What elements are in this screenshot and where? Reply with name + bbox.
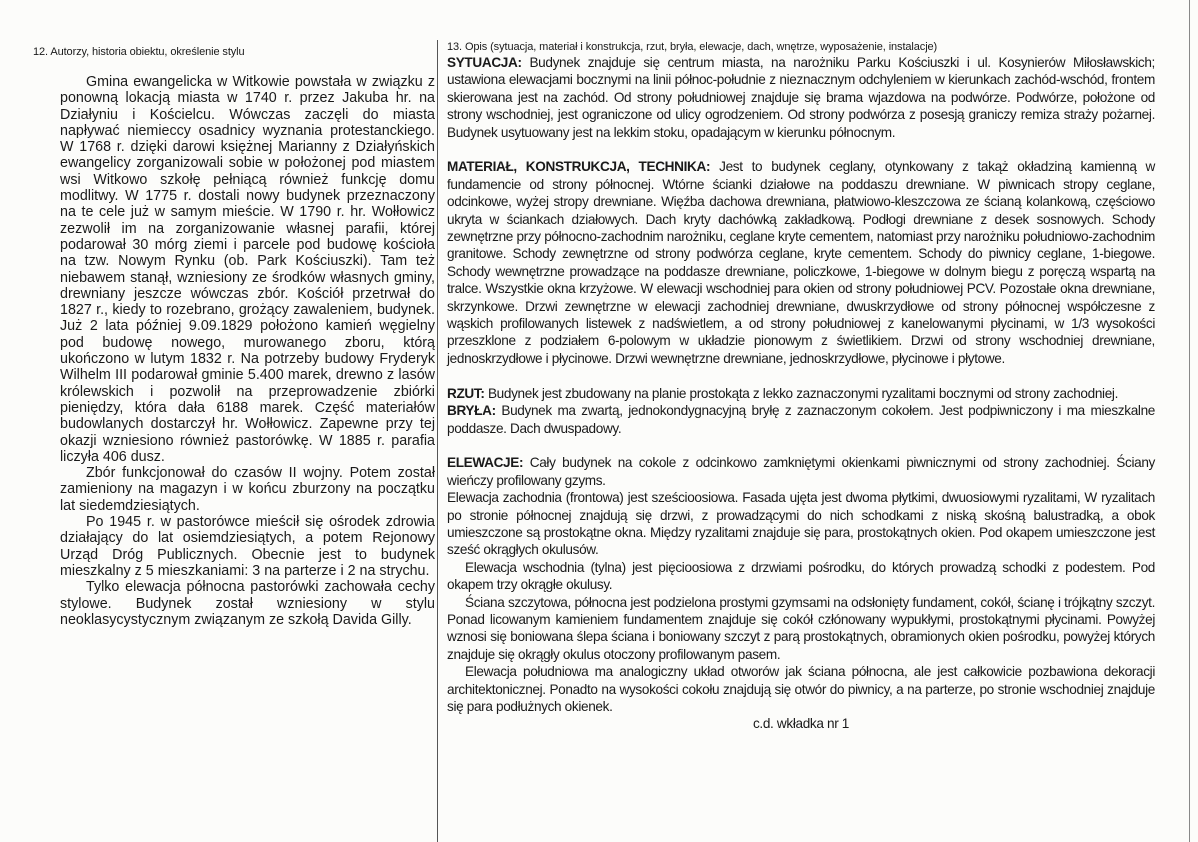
history-paragraph: Gmina ewangelicka w Witkowie powstała w związku z ponowną lokacją miasta w 1740 r. przez Jakuba hr. na Działyniu i Kościelcu. Wówczas zaczęli do miasta napływać niemieccy osadnicy wyznania protestanckiego. W 1768 r. dzięki darowi księżnej Marianny z Działyńskich ewangelicy zorganizowali sobie w położonej pod miastem wsi Witkowo szkołę pełniącą również funkcję domu modlitwy. W 1775 r. dostali nowy budynek przeznaczony na te cele już w samym mieście. W 1790 r. hr. Wołłowicz zezwolił im na zorganizowanie własnej parafii, której podarował 30 mórg ziemi i parcele pod budowę kościoła na tzw. Nowym Rynku (ob. Park Kościuszki). Tam też niebawem stanął, wzniesiony ze środków własnych gminy, drewniany jeszcze wówczas zbór. Kościół przetrwał do 1827 r., kiedy to rozebrano, grożący zawaleniem, budynek. Już 2 lata później 9.09.1829 położono kamień węgielny pod budowę nowego, murowanego zboru, którą ukończono w lutym 1832 r. Na potrzeby budowy Fryderyk Wilhelm III podarował gminie 5.400 marek, drewno z lasów królewskich i pozwolił na przeprowadzenie zbiórki pieniędzy, która dała 6188 marek. Część materiałów budowlanych dostarczył hr. Wołłowicz. Zapewne przy tej okazji wzniesiono również pastorówkę. W 1885 r. parafia liczyła 406 dusz. bbox=[60, 74, 435, 465]
elewacje-paragraph: Elewacja zachodnia (frontowa) jest sześcioosiowa. Fasada ujęta jest dwoma płytkimi, dwuosiowymi ryzalitami, W ryzalitach po stronie północnej znajdują się drzwi, z prowadzącymi do nich schodkami z niską skośną balustradką, a obok umieszczone są prostokątne okna. Między ryzalitami znajduje się para, prostokątnych okien. Pod okapem umieszczone jest sześć okrągłych okulusów. bbox=[447, 490, 1155, 558]
elewacje-label: ELEWACJE: bbox=[447, 455, 524, 471]
history-column bbox=[60, 74, 435, 628]
history-paragraph: Zbór funkcjonował do czasów II wojny. Potem został zamieniony na magazyn i w końcu zburzony na początku lat siedemdziesiątych. bbox=[60, 465, 435, 514]
section-13-heading: 13. Opis (sytuacja, materiał i konstrukcja, rzut, bryła, elewacje, dach, wnętrze, wyposażenie, instalacje) bbox=[447, 41, 938, 53]
elewacje-text: Cały budynek na cokole z odcinkowo zamkniętymi okienkami piwnicznymi od strony zachodniej. Ściany wieńczy profilowany gzyms. bbox=[447, 455, 1155, 488]
sytuacja-section bbox=[447, 54, 1155, 141]
material-label: MATERIAŁ, KONSTRUKCJA, TECHNIKA: bbox=[447, 159, 711, 175]
bryla-label: BRYŁA: bbox=[447, 403, 496, 419]
elewacje-section bbox=[447, 454, 1155, 489]
elewacje-paragraph: Ściana szczytowa, północna jest podzielona prostymi gzymsami na odsłonięty fundament, cokół, ścianę i trójkątny szczyt. Ponad licowanym kamieniem fundamentem znajduje się cokół człónowany wypukłymi, prostokątnymi płycinami. Powyżej wznosi się boniowana ślepa ściana i boniowany szczyt z parą prostokątnych, obramionych okien pośrodku, powyżej których znajduje się okrągły okulus otoczony profilowanym pasem. bbox=[447, 594, 1155, 662]
material-section bbox=[447, 158, 1155, 367]
continuation-note: c.d. wkładka nr 1 bbox=[752, 716, 850, 732]
history-paragraph: Tylko elewacja północna pastorówki zachowała cechy stylowe. Budynek został wzniesiony w stylu neoklasycystycznym związanym ze szkołą Davida Gilly. bbox=[60, 579, 435, 628]
section-12-heading: 12. Autorzy, historia obiektu, określenie stylu bbox=[33, 46, 245, 58]
elewacje-paragraph: Elewacja wschodnia (tylna) jest pięcioosiowa z drzwiami pośrodku, do których prowadzą schodki z podestem. Pod okapem trzy okrągłe okulusy. bbox=[447, 559, 1155, 593]
rzut-label: RZUT: bbox=[447, 385, 485, 401]
description-column bbox=[447, 54, 1155, 733]
bryla-section bbox=[447, 402, 1155, 437]
page-right-border bbox=[1189, 0, 1190, 842]
elewacje-paragraph: Elewacja południowa ma analogiczny układ otworów jak ściana północna, ale jest całkowicie pozbawiona dekoracji architektonicznej. Ponadto na wysokości cokołu znajdują się otwór do piwnicy, a na parterze, po stronie wschodniej znajduje się para podłużnych okienek. bbox=[447, 664, 1155, 714]
sytuacja-label: SYTUACJA: bbox=[447, 55, 522, 70]
column-divider bbox=[437, 40, 438, 842]
history-paragraph: Po 1945 r. w pastorówce mieścił się ośrodek zdrowia działający do lat osiemdziesiątych, a potem Rejonowy Urząd Dróg Publicznych. Obecnie jest to budynek mieszkalny z 5 mieszkaniami: 3 na parterze i 2 na strychu. bbox=[60, 514, 435, 579]
rzut-text: Budynek jest zbudowany na planie prostokąta z lekko zaznaczonymi ryzalitami bocznymi od strony zachodniej. bbox=[484, 385, 1119, 401]
material-text: Jest to budynek ceglany, otynkowany z takąż okładziną kamienną w fundamencie od strony północnej. Wtórne ścianki działowe na poddaszu drewniane. W piwnicach stropy ceglane, odcinkowe, wyżej stropy drewniane. Więźba dachowa drewniana, płatwiowo-kleszczowa ze ścianą kolankową, częściowo ukryta w ściankach działowych. Dach kryty dachówką zakładkową. Podłogi drewniane z desek sosnowych. Schody zewnętrzne przy północno-zachodnim narożniku, ceglane kryte cementem, natomiast przy narożniku południowo-zachodnim granitowe. Schody zewnętrzne od strony podwórza ceglane, kryte cementem. Schody do piwnicy ceglane, 1-biegowe. Schody wewnętrzne prowadzące na poddasze drewniane, policzkowe, 1-biegowe w dolnym biegu z poręczą wspartą na tralce. Wszystkie okna krzyżowe. W elewacji wschodniej para okien od strony południowej PCV. Pozostałe okna drewniane, skrzynkowe. Drzwi zewnętrzne w elewacji zachodniej drewniane, dwuskrzydłowe od strony północnej współczesne z wąskich profilowanych listewek z nadświetlem, a od strony południowej z kanelowanymi płycinami, w 1/3 wysokości przeszklone z podziałem 6-polowym w układzie pionowym z świetlikiem. Drzwi od strony wschodniej drewniane, jednoskrzydłowe i płycinowe. Drzwi wewnętrzne drewniane, jednoskrzydłowe, płycinowe i płytowe. bbox=[447, 159, 1156, 366]
rzut-section bbox=[447, 385, 1155, 402]
bryla-text: Budynek ma zwartą, jednokondygnacyjną bryłę z zaznaczonym cokołem. Jest podpiwniczony i ma mieszkalne poddasze. Dach dwuspadowy. bbox=[447, 403, 1155, 436]
sytuacja-text: Budynek znajduje się centrum miasta, na narożniku Parku Kościuszki i ul. Kosynierów Miłosławskich; ustawiona elewacjami bocznymi na linii północ-południe z nieznacznym odchyleniem w kierunkach zachód-wschód, frontem skierowana jest na zachód. Od strony południowej znajduje się brama wjazdowa na podwórze. Podwórze, położone od strony wschodniej, jest ograniczone od ulicy ogrodzeniem. Od strony podwórza z posesją graniczy remiza straży pożarnej. Budynek usytuowany jest na lekkim stoku, opadającym w kierunku północnym. bbox=[447, 55, 1155, 140]
